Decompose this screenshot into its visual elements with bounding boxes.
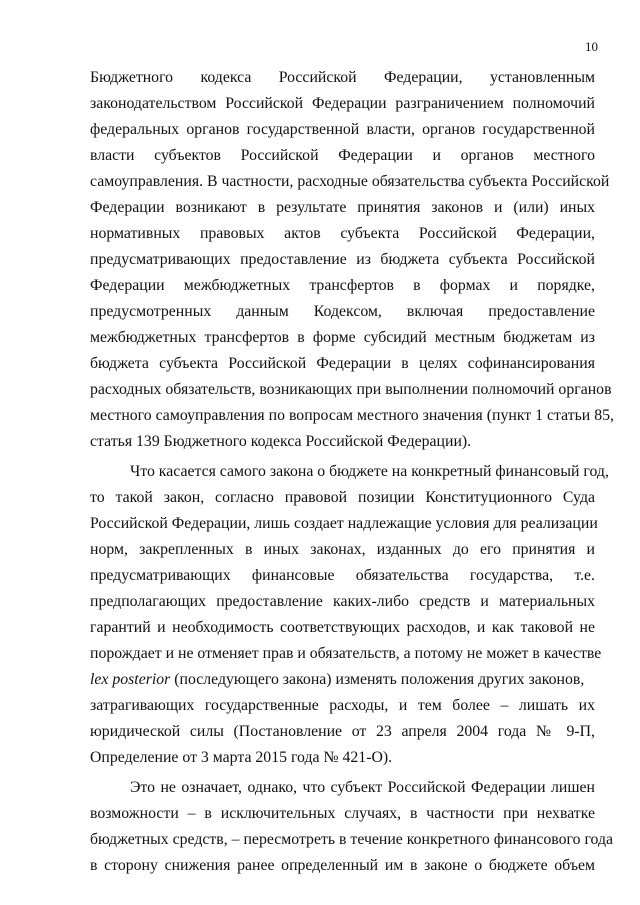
text-line: межбюджетных трансфертов в форме субсидий местным бюджетам из — [90, 329, 595, 346]
paragraph-first-line: Это не означает, однако, что субъект Российской Федерации лишен — [130, 779, 595, 796]
text-line: бюджета субъекта Российской Федерации в целях софинансирования — [90, 355, 595, 372]
text-line: статья 139 Бюджетного кодекса Российской Федерации). — [90, 433, 472, 450]
text-line: норм, закрепленных в иных законах, изданных до его принятия и — [90, 541, 595, 558]
text-line: власти субъектов Российской Федерации и органов местного — [90, 147, 595, 164]
text-line: затрагивающих государственные расходы, и тем более – лишать их — [90, 697, 595, 714]
text-line: предполагающих предоставление каких-либо средств и материальных — [90, 593, 595, 610]
page-number: 10 — [585, 39, 598, 54]
text-line: бюджетных средств, – пересмотреть в течение конкретного финансового года — [90, 831, 614, 848]
text-line: Российской Федерации, лишь создает надлежащие условия для реализации — [90, 515, 598, 532]
text-line: гарантий и необходимость соответствующих расходов, и как таковой не — [90, 619, 595, 636]
text-fragment: (последующего закона) изменять положения других законов, — [170, 671, 585, 688]
text-line: местного самоуправления по вопросам местного значения (пункт 1 статьи 85, — [90, 407, 614, 424]
text-line: порождает и не отменяет прав и обязательств, а потому не может в качестве — [90, 645, 602, 662]
text-line: то такой закон, согласно правовой позиции Конституционного Суда — [90, 489, 595, 506]
text-line: расходных обязательств, возникающих при выполнении полномочий органов — [90, 381, 612, 398]
text-line: Федерации межбюджетных трансфертов в формах и порядке, — [90, 277, 595, 294]
paragraph-first-line: Что касается самого закона о бюджете на конкретный финансовый год, — [130, 463, 609, 480]
text-line: самоуправления. В частности, расходные обязательства субъекта Российской — [90, 173, 610, 190]
text-line: предусматривающих финансовые обязательства государства, т.е. — [90, 567, 595, 584]
text-line: юридической силы (Постановление от 23 апреля 2004 года № 9-П, — [90, 723, 595, 740]
text-line-mixed — [90, 670, 595, 690]
latin-term: lex posterior — [90, 671, 171, 688]
text-line: Бюджетного кодекса Российской Федерации, установленным — [90, 69, 595, 86]
text-line: в сторону снижения ранее определенный им в законе о бюджете объем — [90, 857, 595, 874]
text-line: нормативных правовых актов субъекта Российской Федерации, — [90, 225, 595, 242]
text-line: предусматривающих предоставление из бюджета субъекта Российской — [90, 251, 595, 268]
text-line: возможности – в исключительных случаях, в частности при нехватке — [90, 805, 595, 822]
text-line: предусмотренных данным Кодексом, включая предоставление — [90, 303, 595, 320]
text-line: Определение от 3 марта 2015 года № 421-О). — [90, 749, 393, 766]
text-line: федеральных органов государственной власти, органов государственной — [90, 121, 595, 138]
text-line: Федерации возникают в результате принятия законов и (или) иных — [90, 199, 595, 216]
text-line: законодательством Российской Федерации разграничением полномочий — [90, 95, 595, 112]
